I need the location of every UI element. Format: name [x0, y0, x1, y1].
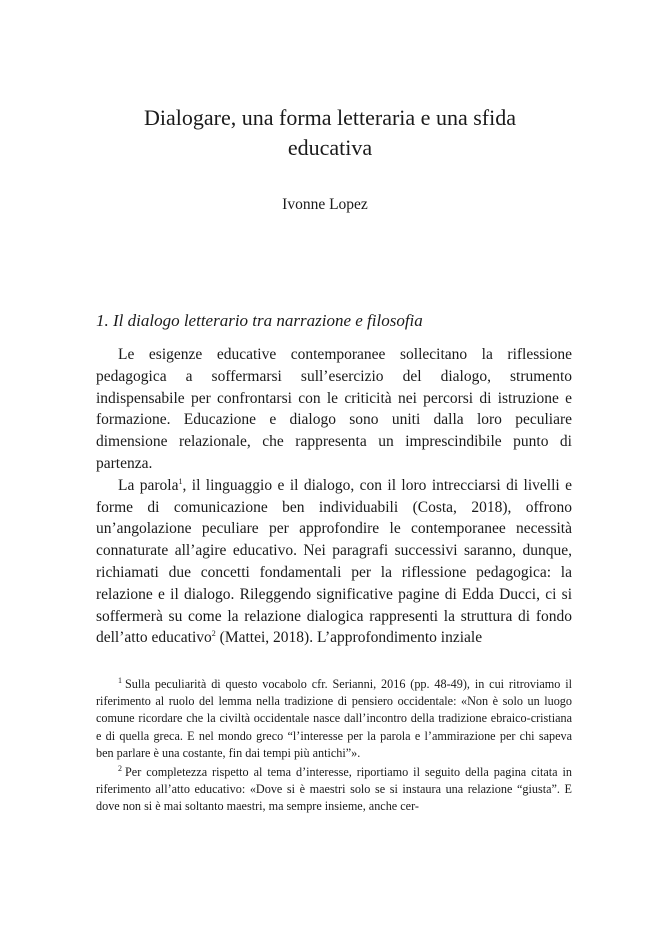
footnote-2-text: Per completezza rispetto al tema d’interesse, riportiamo il seguito della pagina citata in riferimento all’atto educativo: «Dove si è maestri solo se si instaura una relazione “giusta”. E dove non si è mai soltanto maestri, ma sempre insieme, anche cer- — [96, 765, 572, 814]
footnote-1 — [96, 676, 572, 762]
section-heading: 1. Il dialogo letterario tra narrazione e filosofia — [96, 311, 423, 330]
footnotes — [96, 676, 572, 818]
footnote-ref-1[interactable]: 1 — [178, 476, 183, 486]
footnote-ref-2[interactable]: 2 — [211, 629, 216, 639]
footnote-2-number: 2 — [118, 763, 122, 773]
paragraph-1: Le esigenze educative contemporanee sollecitano la riflessione pedagogica a soffermarsi sull’esercizio del dialogo, strumento indispensabile per confrontarsi con le criticità nei percorsi di istruzione e formazione. Educazione e dialogo sono uniti dalla loro peculiare dimensione relazionale, che rappresenta un imprescindibile punto di partenza. — [96, 346, 572, 472]
paragraph-2-part-1: La parola — [118, 476, 179, 494]
article-title: Dialogare, una forma letteraria e una sfida educativa — [144, 105, 516, 160]
body-text — [96, 344, 572, 649]
paragraph-2-part-3: (Mattei, 2018). L’approfondimento inziale — [215, 629, 483, 647]
footnote-1-text: Sulla peculiarità di questo vocabolo cfr. Serianni, 2016 (pp. 48-49), in cui ritroviamo il riferimento al ruolo del lemma nella tradizione di pensiero occidentale: «Non è solo un luogo comune ricordare che la civiltà occidentale nasce dall’incontro della tradizione ebraico-cristiana e di quella greca. E nel mondo greco “l’interesse per la parola e l’ammirazione per chi sapeva ben parlare è una costante, fin dai tempi più antichi”». — [96, 677, 572, 760]
paragraph-2-part-2: , il linguaggio e il dialogo, con il loro intrecciarsi di livelli e forme di comunicazione ben individuabili (Costa, 2018), offrono un’angolazione peculiare per approfondire le contemporanee necessità connaturate all’agire educativo. Nei paragrafi successivi saranno, dunque, richiamati due concetti fondamentali per la riflessione pedagogica: la relazione e il dialogo. Rileggendo significative pagine di Edda Ducci, ci si soffermerà su come la relazione dialogica rappresenti la struttura di fondo dell’atto educativo — [96, 476, 573, 647]
paragraph-2 — [96, 475, 572, 649]
footnote-1-number: 1 — [118, 675, 122, 685]
author-name: Ivonne Lopez — [282, 196, 368, 213]
footnote-2 — [96, 764, 572, 816]
